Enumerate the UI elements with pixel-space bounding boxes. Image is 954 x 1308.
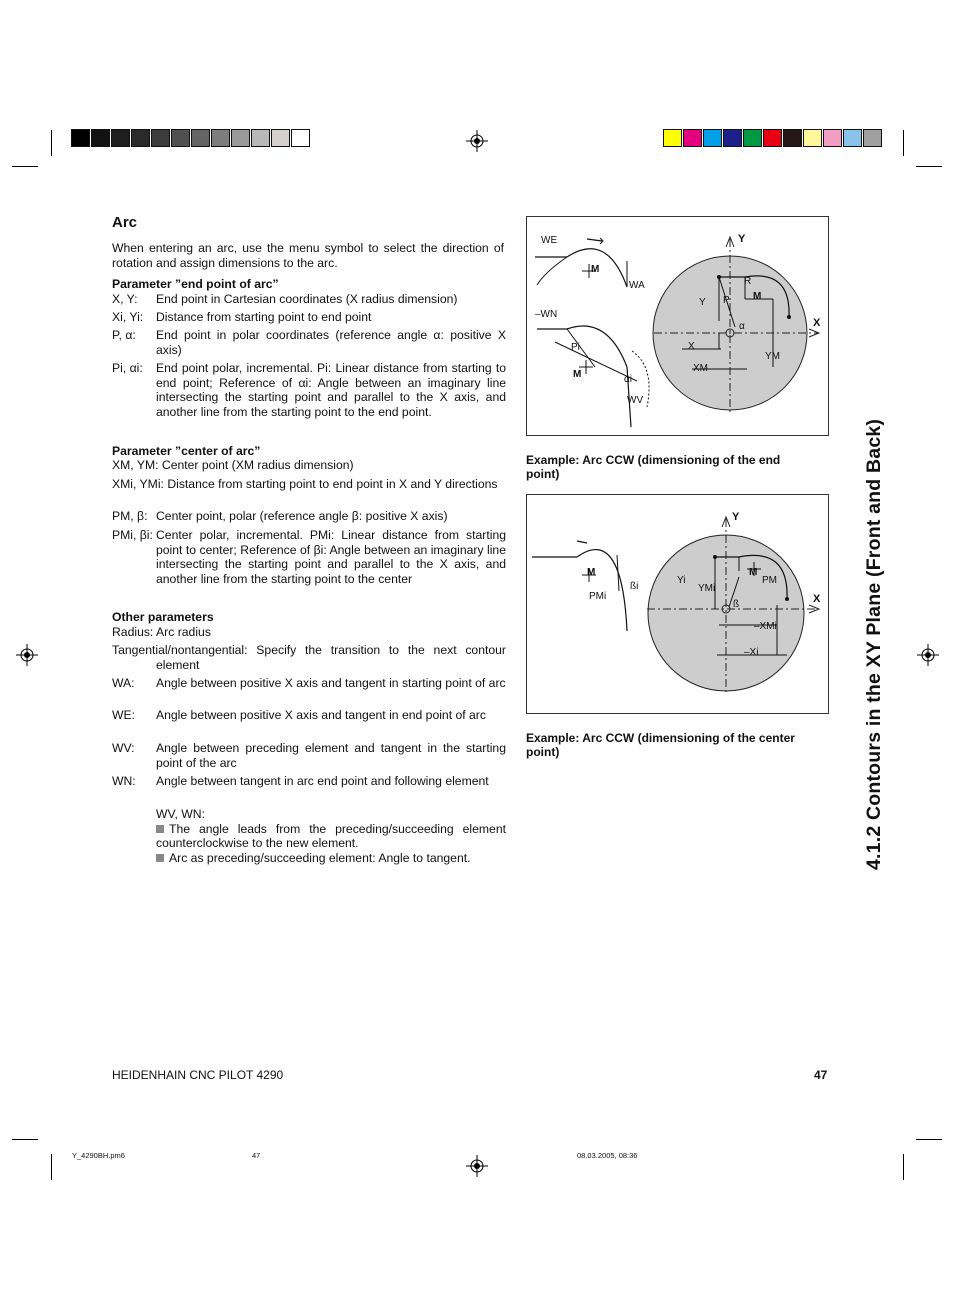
label-m: M: [587, 567, 596, 578]
color-swatch: [823, 129, 842, 147]
param-term: WV:: [112, 741, 135, 755]
crop-mark: [12, 1139, 38, 1140]
label-ym: YM: [765, 351, 780, 362]
param-entry: [112, 528, 506, 586]
param-entry: [112, 676, 506, 691]
param-desc-text: Arc radius: [156, 625, 211, 639]
y-axis-label: Y: [732, 511, 740, 523]
crop-mark: [916, 166, 942, 167]
crop-mark: [51, 1154, 52, 1180]
param-term: WA:: [112, 676, 135, 690]
param-desc-text: Distance from starting point to end point in X and Y directions: [167, 477, 498, 491]
label-wv: WV: [627, 395, 644, 406]
figure-end-point-drawing: [527, 217, 828, 435]
param-desc: [112, 458, 506, 473]
crop-mark: [12, 166, 38, 167]
crop-mark: [903, 1154, 904, 1180]
color-swatch: [71, 129, 90, 147]
color-swatch: [803, 129, 822, 147]
label-pmi: PMi: [589, 591, 607, 602]
color-swatch: [683, 129, 702, 147]
color-swatch: [91, 129, 110, 147]
param-desc: End point in Cartesian coordinates (X radius dimension): [156, 292, 458, 306]
param-entry: [112, 310, 506, 325]
param-desc: Distance from starting point to end point: [156, 310, 372, 324]
param-desc: Center polar, incremental. PMi: Linear distance from starting point to center; Reference of βi: Angle between an imaginary line intersecting the starting point and parallel to the X axis, and another line from the starting point to the center: [156, 528, 506, 586]
color-swatch: [863, 129, 882, 147]
param-term: Xi, Yi:: [112, 310, 144, 324]
label-alpha-i: αi: [624, 374, 633, 385]
square-bullet-icon: [156, 825, 164, 833]
end-point-heading: Parameter ”end point of arc”: [112, 277, 279, 291]
color-swatch: [291, 129, 310, 147]
color-swatch: [763, 129, 782, 147]
param-term: P, α:: [112, 328, 136, 342]
param-desc: [112, 477, 506, 492]
section-side-title: [856, 215, 896, 875]
label-alpha: α: [739, 321, 745, 332]
param-term: Pi, αi:: [112, 361, 143, 375]
center-heading: Parameter ”center of arc”: [112, 444, 261, 458]
section-side-title-text: 4.1.2 Contours in the XY Plane (Front and Back): [863, 418, 885, 870]
label-xmi: –XMi: [754, 621, 777, 632]
registration-mark-icon: [16, 644, 38, 666]
param-entry: [112, 458, 506, 473]
label-x: X: [688, 341, 695, 352]
crop-mark: [916, 1139, 942, 1140]
bullet-text: Arc as preceding/succeeding element: Angle to tangent.: [169, 850, 471, 865]
bullet-item: [156, 851, 506, 866]
param-term: WN:: [112, 774, 136, 788]
param-term: WE:: [112, 708, 136, 722]
slug-page: 47: [252, 1151, 261, 1160]
color-swatch: [211, 129, 230, 147]
param-entry: [112, 741, 506, 770]
color-swatch: [743, 129, 762, 147]
label-yi: Yi: [677, 575, 686, 586]
x-axis-label: X: [813, 317, 821, 329]
label-pm: PM: [762, 575, 777, 586]
param-desc-text: Center point (XM radius dimension): [161, 458, 354, 472]
param-term: XM, YM:: [112, 458, 159, 472]
label-p: P: [723, 295, 730, 306]
color-swatch: [111, 129, 130, 147]
figure-end-point-caption: Example: Arc CCW (dimensioning of the end point): [526, 453, 781, 481]
label-ymi: YMi: [698, 583, 716, 594]
label-wn: –WN: [535, 309, 558, 320]
intro-paragraph: When entering an arc, use the menu symbol to select the direction of rotation and assign dimensions to the arc.: [112, 241, 504, 270]
label-m: M: [749, 567, 758, 578]
color-swatch: [663, 129, 682, 147]
label-we: WE: [541, 235, 558, 246]
label-y: Y: [699, 297, 706, 308]
param-entry: [112, 328, 506, 357]
color-swatch: [843, 129, 862, 147]
color-scale-bar: [663, 129, 883, 147]
footer-product: HEIDENHAIN CNC PILOT 4290: [112, 1068, 284, 1082]
label-m: M: [591, 264, 600, 275]
param-entry: [112, 361, 506, 419]
param-desc: End point in polar coordinates (reference angle α: positive X axis): [156, 328, 506, 357]
param-term: X, Y:: [112, 292, 138, 306]
color-swatch: [783, 129, 802, 147]
color-swatch: [231, 129, 250, 147]
param-desc: End point polar, incremental. Pi: Linear distance from starting to end point; Reference of αi: Angle between an imaginary line intersecting the starting point and parallel to the X axis, and another line from the starting point to the end point.: [156, 361, 506, 419]
wv-wn-label: WV, WN:: [156, 807, 205, 821]
label-beta-i: ßi: [630, 581, 639, 592]
param-term: PMi, βi:: [112, 528, 153, 542]
param-term: XMi, YMi:: [112, 477, 164, 491]
registration-mark-icon: [917, 644, 939, 666]
color-swatch: [171, 129, 190, 147]
param-entry: [112, 292, 506, 307]
registration-mark-icon: [466, 130, 488, 152]
wv-wn-block: [112, 807, 506, 865]
color-swatch: [723, 129, 742, 147]
color-swatch: [251, 129, 270, 147]
label-xi: –Xi: [744, 647, 759, 658]
crop-mark: [51, 130, 52, 156]
param-desc: Center point, polar (reference angle β: positive X axis): [156, 509, 448, 523]
figure-center-point-drawing: [527, 495, 828, 713]
square-bullet-icon: [156, 854, 164, 862]
param-desc: Angle between positive X axis and tangent in starting point of arc: [156, 676, 506, 690]
figure-end-point: [526, 216, 829, 436]
y-axis-label: Y: [738, 233, 746, 245]
param-entry: [112, 509, 506, 524]
label-m: M: [753, 291, 762, 302]
figure-center-point: [526, 494, 829, 714]
param-entry: [112, 708, 506, 723]
color-swatch: [191, 129, 210, 147]
label-xm: XM: [693, 363, 708, 374]
param-entry: [112, 477, 506, 492]
param-desc: Tangential/nontangential: Specify the transition to the next contour element: [112, 643, 506, 672]
param-term: Radius:: [112, 625, 154, 639]
figure-center-point-caption: Example: Arc CCW (dimensioning of the center point): [526, 731, 795, 759]
x-axis-label: X: [813, 593, 821, 605]
label-beta: ß: [733, 599, 740, 610]
param-term: PM, β:: [112, 509, 148, 523]
bullet-item: [156, 822, 506, 851]
footer-page-number: 47: [814, 1068, 828, 1082]
color-swatch: [151, 129, 170, 147]
param-desc: Angle between positive X axis and tangent in end point of arc: [156, 708, 486, 722]
param-desc: Angle between preceding element and tangent in the starting point of the arc: [156, 741, 506, 770]
param-entry: [112, 625, 506, 640]
gray-scale-bar: [71, 129, 311, 147]
label-r: R: [744, 276, 752, 287]
color-swatch: [131, 129, 150, 147]
other-heading: Other parameters: [112, 610, 214, 624]
label-m: M: [573, 369, 582, 380]
slug-date: 08.03.2005, 08:36: [577, 1151, 638, 1160]
crop-mark: [903, 130, 904, 156]
label-pi: Pi: [571, 342, 580, 353]
bullet-text: The angle leads from the preceding/succeeding element counterclockwise to the new element.: [156, 821, 506, 850]
registration-mark-icon: [466, 1155, 488, 1177]
label-wa: WA: [629, 280, 645, 291]
param-desc: Angle between tangent in arc end point and following element: [156, 774, 489, 788]
slug-file: Y_4290BH.pm6: [72, 1151, 125, 1160]
page-heading: Arc: [112, 214, 138, 231]
color-swatch: [271, 129, 290, 147]
color-swatch: [703, 129, 722, 147]
param-entry: [112, 643, 506, 672]
param-entry: [112, 774, 506, 789]
